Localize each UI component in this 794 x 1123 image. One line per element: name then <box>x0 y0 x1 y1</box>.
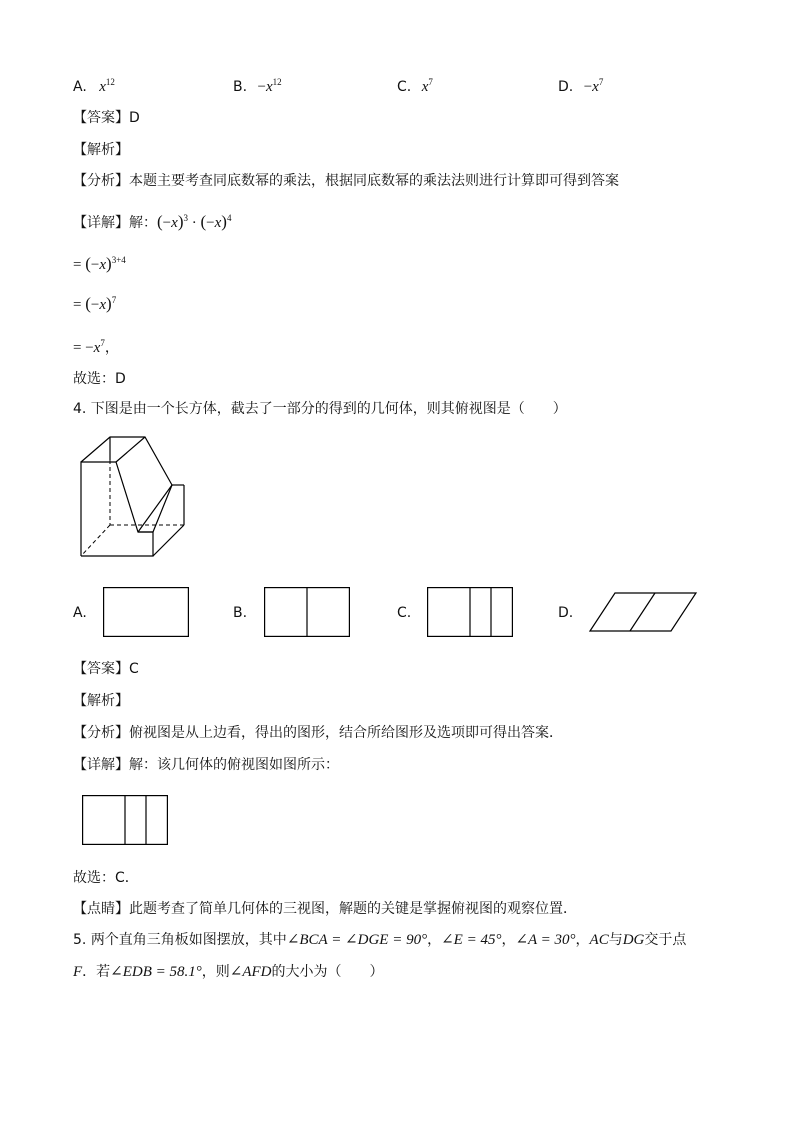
q4-solution-figure <box>82 795 168 845</box>
q4-option-c-letter: C. <box>397 605 412 621</box>
q4-solid-figure <box>78 435 188 560</box>
answer-tag: 【答案】 <box>73 661 129 677</box>
q3-detail-line-2: = $(-x)^{3+4}$ <box>73 254 126 273</box>
option-letter: B. <box>233 79 248 95</box>
option-letter: D. <box>558 79 574 95</box>
q4-analysis-tag: 【解析】 <box>73 693 129 709</box>
q5-stem-line-1: 5. 两个直角三角板如图摆放，其中∠BCA = ∠DGE = 90°，∠E = 45°，∠A = 30°，AC与DG交于点 <box>73 932 687 948</box>
q3-option-c: C. $x^7$ <box>397 77 433 95</box>
q3-detail-line-1: 【详解】解：$(-x)^3 \cdot (-x)^4$ <box>73 212 232 231</box>
q4-option-a-figure <box>103 587 189 637</box>
q3-option-d: D. $-x^7$ <box>558 77 604 95</box>
top-face <box>81 437 172 532</box>
q4-answer <box>73 659 139 679</box>
q4-fenxi: 【分析】俯视图是从上边看，得出的图形，结合所给图形及选项即可得出答案． <box>73 725 563 741</box>
q4-option-b-figure <box>264 587 350 637</box>
q4-stem: 4. 下图是由一个长方体，截去了一部分的得到的几何体，则其俯视图是（ ） <box>73 401 567 417</box>
q4-option-a-letter: A. <box>73 605 87 621</box>
q3-analysis-tag: 【解析】 <box>73 142 129 158</box>
q4-option-b-letter: B. <box>233 605 248 621</box>
answer-value: D <box>129 110 140 126</box>
q3-option-b: B. $-x^{12}$ <box>233 77 282 95</box>
front-face <box>81 462 153 556</box>
q4-choice: 故选：C． <box>73 870 139 886</box>
q3-option-a: A. $x^{12}$ <box>73 77 115 95</box>
q4-option-c-figure <box>427 587 513 637</box>
q4-detail: 【详解】解：该几何体的俯视图如图所示： <box>73 757 339 773</box>
q3-fenxi: 【分析】本题主要考查同底数幂的乘法，根据同底数幂的乘法法则进行计算即可得到答案 <box>73 173 619 189</box>
q4-option-d-letter: D. <box>558 605 574 621</box>
q3-choice: 故选：D <box>73 371 126 387</box>
q3-detail-line-4: = $-x^7$， <box>73 338 119 356</box>
answer-tag: 【答案】 <box>73 110 129 126</box>
option-letter: C. <box>397 79 412 95</box>
back-left-edge <box>116 437 145 462</box>
q4-comment: 【点睛】此题考查了简单几何体的三视图，解题的关键是掌握俯视图的观察位置． <box>73 901 577 917</box>
q3-detail-line-3: = $(-x)^7$ <box>73 294 117 313</box>
q4-option-d-figure <box>589 592 697 632</box>
right-bottom <box>153 525 184 556</box>
q3-answer <box>73 108 140 128</box>
hidden-diagonal <box>81 525 110 556</box>
answer-value: C <box>129 661 139 677</box>
q5-stem-line-2: F．若∠EDB = 58.1°，则∠AFD的大小为（ ） <box>73 964 384 980</box>
option-letter: A. <box>73 79 87 95</box>
